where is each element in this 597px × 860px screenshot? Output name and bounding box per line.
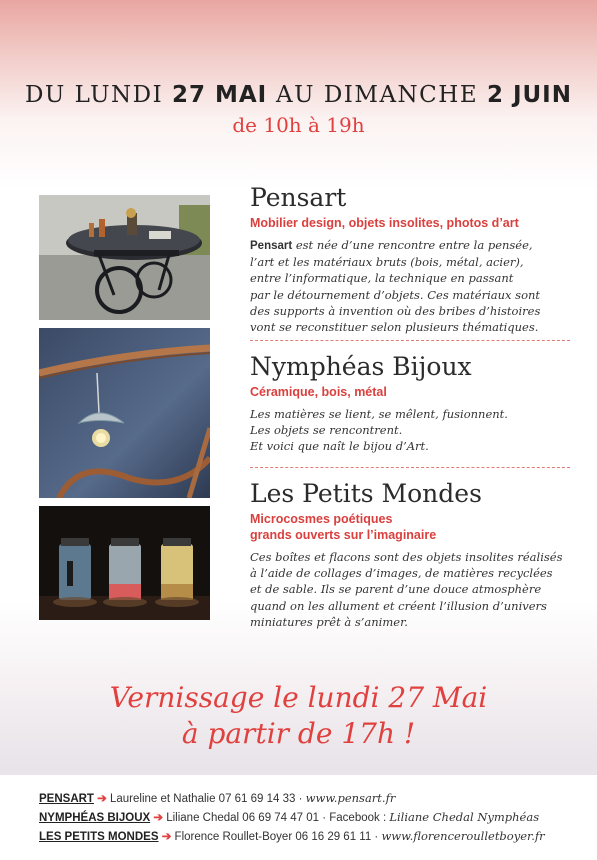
contact-list bbox=[39, 789, 579, 846]
end-date: 2 JUIN bbox=[486, 82, 572, 108]
section-subtitle: Céramique, bois, métal bbox=[250, 385, 387, 399]
section-title: Les Petits Mondes bbox=[250, 479, 482, 508]
opening-hours: de 10h à 19h bbox=[232, 113, 365, 137]
start-date: 27 MAI bbox=[171, 82, 268, 108]
arrow-right-icon: ➔ bbox=[97, 793, 107, 805]
dates-headline bbox=[0, 82, 597, 108]
section-description: Ces boîtes et flacons sont des objets insolites réalisés à l’aide de collages d’images, de matières recyclées et de sable. Ils se parent d’une douce atmosphère quand on les allument et créent l’illusion d’univers miniatures prêt à s’animer. bbox=[250, 550, 563, 629]
section-pensart bbox=[250, 182, 570, 335]
section-title: Nymphéas Bijoux bbox=[250, 352, 472, 381]
section-les-petits-mondes bbox=[250, 478, 570, 630]
website-link[interactable]: www.florenceroulletboyer.fr bbox=[381, 829, 545, 843]
section-description: Les matières se lient, se mêlent, fusionnent. Les objets se rencontrent. Et voici que naît le bijou d’Art. bbox=[250, 407, 508, 454]
petits-mondes-jars-photo bbox=[39, 506, 210, 620]
arrow-right-icon: ➔ bbox=[161, 831, 172, 843]
vernissage-announcement: Vernissage le lundi 27 Mai à partir de 17h ! bbox=[109, 681, 488, 750]
contact-row-petits-mondes: LES PETITS MONDES ➔ Florence Roullet-Boyer 06 16 29 61 11 · www.florenceroulletboyer.fr bbox=[39, 829, 545, 843]
section-subtitle: Microcosmes poétiques grands ouverts sur l’imaginaire bbox=[250, 512, 437, 542]
nympheas-jewel-photo bbox=[39, 328, 210, 498]
section-subtitle: Mobilier design, objets insolites, photos d’art bbox=[250, 216, 519, 230]
section-divider bbox=[250, 340, 570, 341]
section-divider bbox=[250, 467, 570, 468]
section-nympheas-bijoux bbox=[250, 351, 570, 455]
facebook-link[interactable]: Liliane Chedal Nymphéas bbox=[389, 810, 540, 824]
contact-row-pensart: PENSART ➔ Laureline et Nathalie 07 61 69 14 33 · www.pensart.fr bbox=[39, 791, 396, 805]
contact-footer bbox=[0, 775, 597, 860]
section-description: Pensart est née d’une rencontre entre la pensée, l’art et les matériaux bruts (bois, métal, acier), entre l’informatique, la technique en passant par le détournement d’objets. Ces matériaux sont des supports à invention où des bribes d’histoires vont se reconstituer selon plusieurs thématiques. bbox=[250, 238, 541, 335]
section-title: Pensart bbox=[250, 183, 347, 212]
arrow-right-icon: ➔ bbox=[153, 812, 164, 824]
website-link[interactable]: www.pensart.fr bbox=[305, 791, 396, 805]
dates-text-1: DU LUNDI bbox=[24, 82, 172, 108]
pensart-table-photo bbox=[39, 195, 210, 320]
dates-text-2: AU DIMANCHE bbox=[267, 82, 487, 108]
contact-row-nympheas: NYMPHÉAS BIJOUX ➔ Liliane Chedal 06 69 74 47 01 · Facebook : Liliane Chedal Nymphéas bbox=[39, 810, 540, 824]
